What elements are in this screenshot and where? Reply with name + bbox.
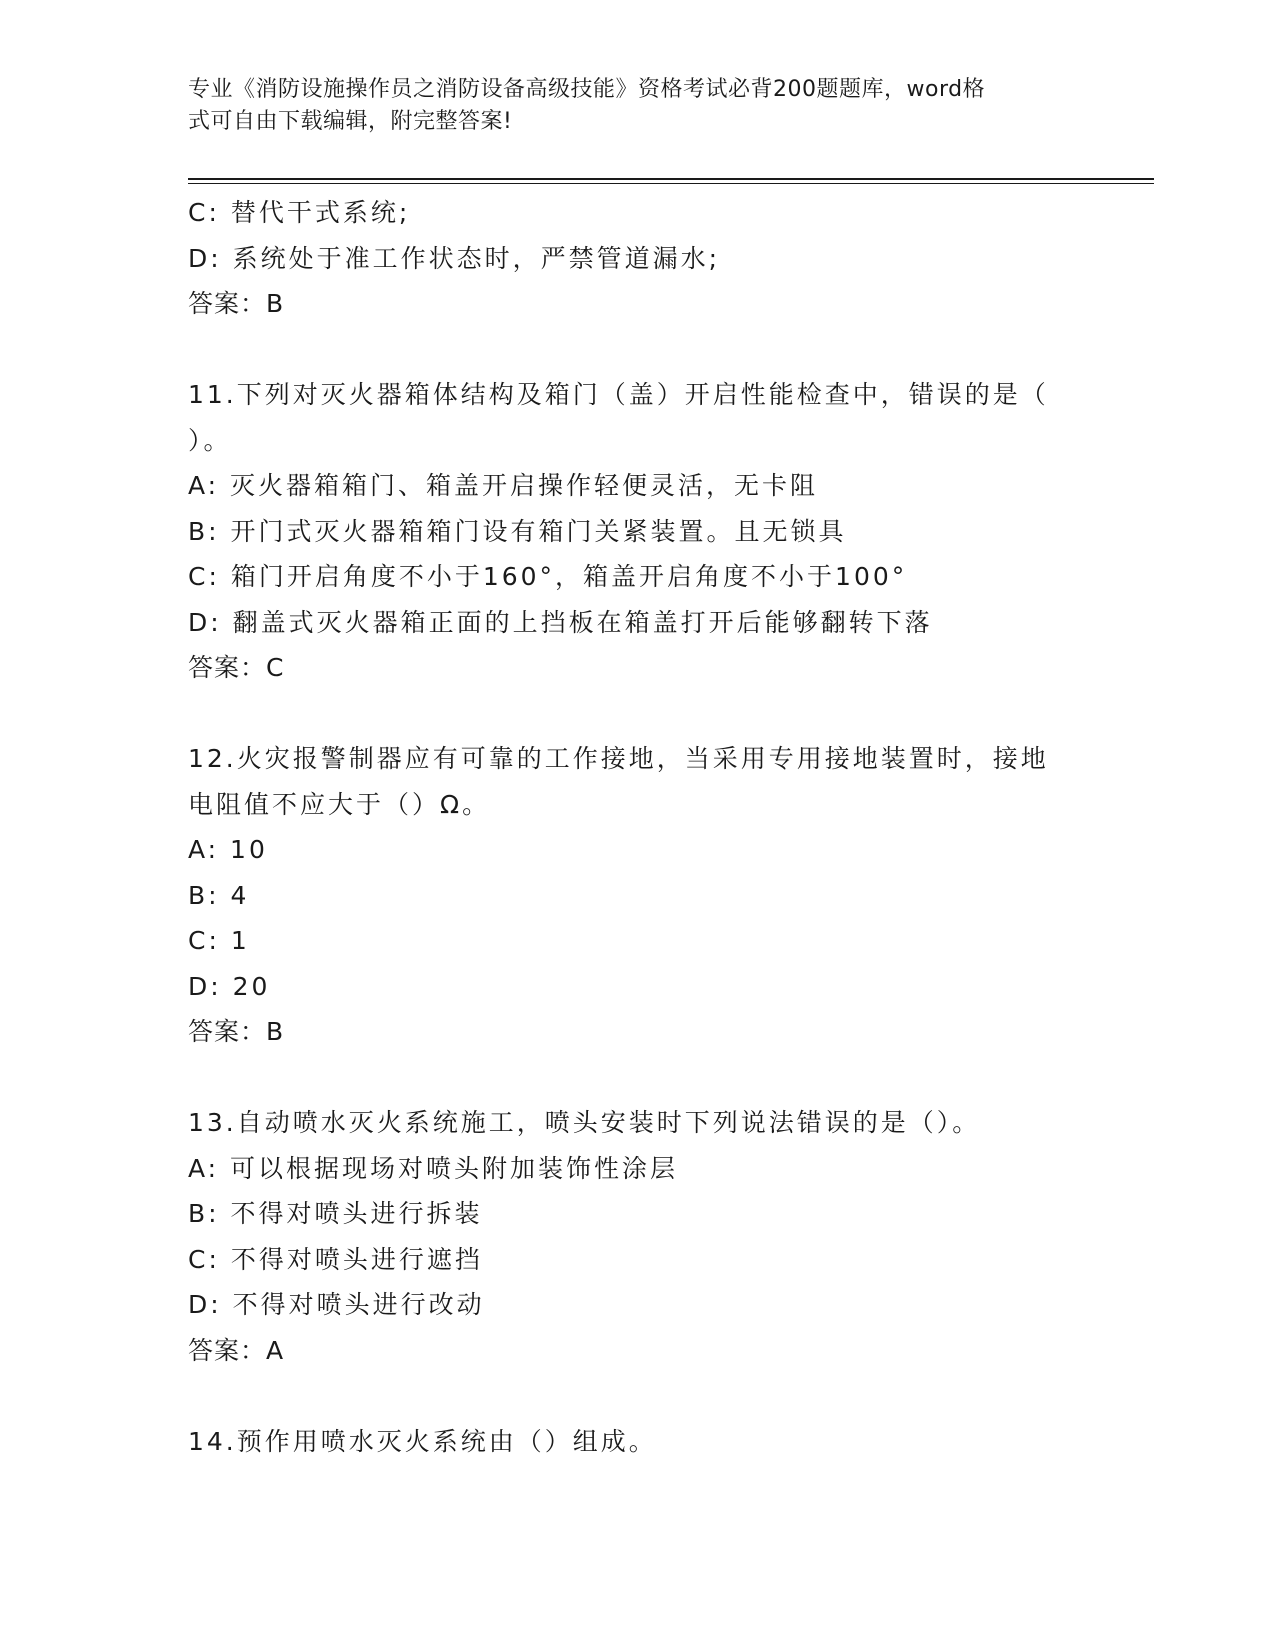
question-14	[188, 1419, 1088, 1465]
question-stem: 12.火灾报警制器应有可靠的工作接地，当采用专用接地装置时，接地	[188, 744, 1049, 773]
header-line-1: 专业《消防设施操作员之消防设备高级技能》资格考试必背200题题库，word格	[188, 77, 986, 102]
option-d: D: 翻盖式灭火器箱正面的上挡板在箱盖打开后能够翻转下落	[188, 607, 933, 637]
option-c: C: 替代干式系统;	[188, 198, 411, 227]
option-c: C: 1	[188, 926, 250, 955]
header-divider-thick	[188, 178, 1154, 180]
option-a: A: 可以根据现场对喷头附加装饰性涂层	[188, 1153, 679, 1183]
option-d: D: 不得对喷头进行改动	[188, 1290, 485, 1319]
question-stem: 14.预作用喷水灭火系统由（）组成。	[188, 1426, 657, 1456]
option-c: C: 箱门开启角度不小于160°，箱盖开启角度不小于100°	[188, 562, 908, 591]
header-divider-thin	[188, 183, 1154, 184]
answer-label: 答案：B	[188, 1017, 285, 1046]
question-11	[188, 372, 1088, 691]
header-line-2: 式可自由下载编辑，附完整答案!	[188, 109, 513, 134]
option-b: B: 开门式灭火器箱箱门设有箱门关紧装置。且无锁具	[188, 516, 847, 546]
question-stem: 11.下列对灭火器箱体结构及箱门（盖）开启性能检查中，错误的是（	[188, 380, 1049, 409]
question-stem: 13.自动喷水灭火系统施工，喷头安装时下列说法错误的是（）。	[188, 1108, 981, 1137]
question-stem-continued: 电阻值不应大于（）Ω。	[188, 789, 491, 819]
option-d: D: 20	[188, 971, 271, 1001]
option-c: C: 不得对喷头进行遮挡	[188, 1244, 483, 1274]
option-a: A: 10	[188, 835, 268, 864]
document-header	[188, 74, 1068, 138]
answer-label: 答案：B	[188, 289, 285, 318]
option-d: D: 系统处于准工作状态时，严禁管道漏水;	[188, 243, 721, 273]
prev-question	[188, 190, 1088, 327]
option-b: B: 不得对喷头进行拆装	[188, 1199, 483, 1228]
option-b: B: 4	[188, 880, 250, 910]
question-list	[188, 190, 1088, 1464]
option-a: A: 灭火器箱箱门、箱盖开启操作轻便灵活，无卡阻	[188, 471, 819, 500]
answer-label: 答案：C	[188, 653, 285, 682]
question-12	[188, 736, 1088, 1055]
question-stem-continued: ）。	[188, 425, 232, 455]
answer-label: 答案：A	[188, 1335, 285, 1365]
question-13	[188, 1100, 1088, 1373]
